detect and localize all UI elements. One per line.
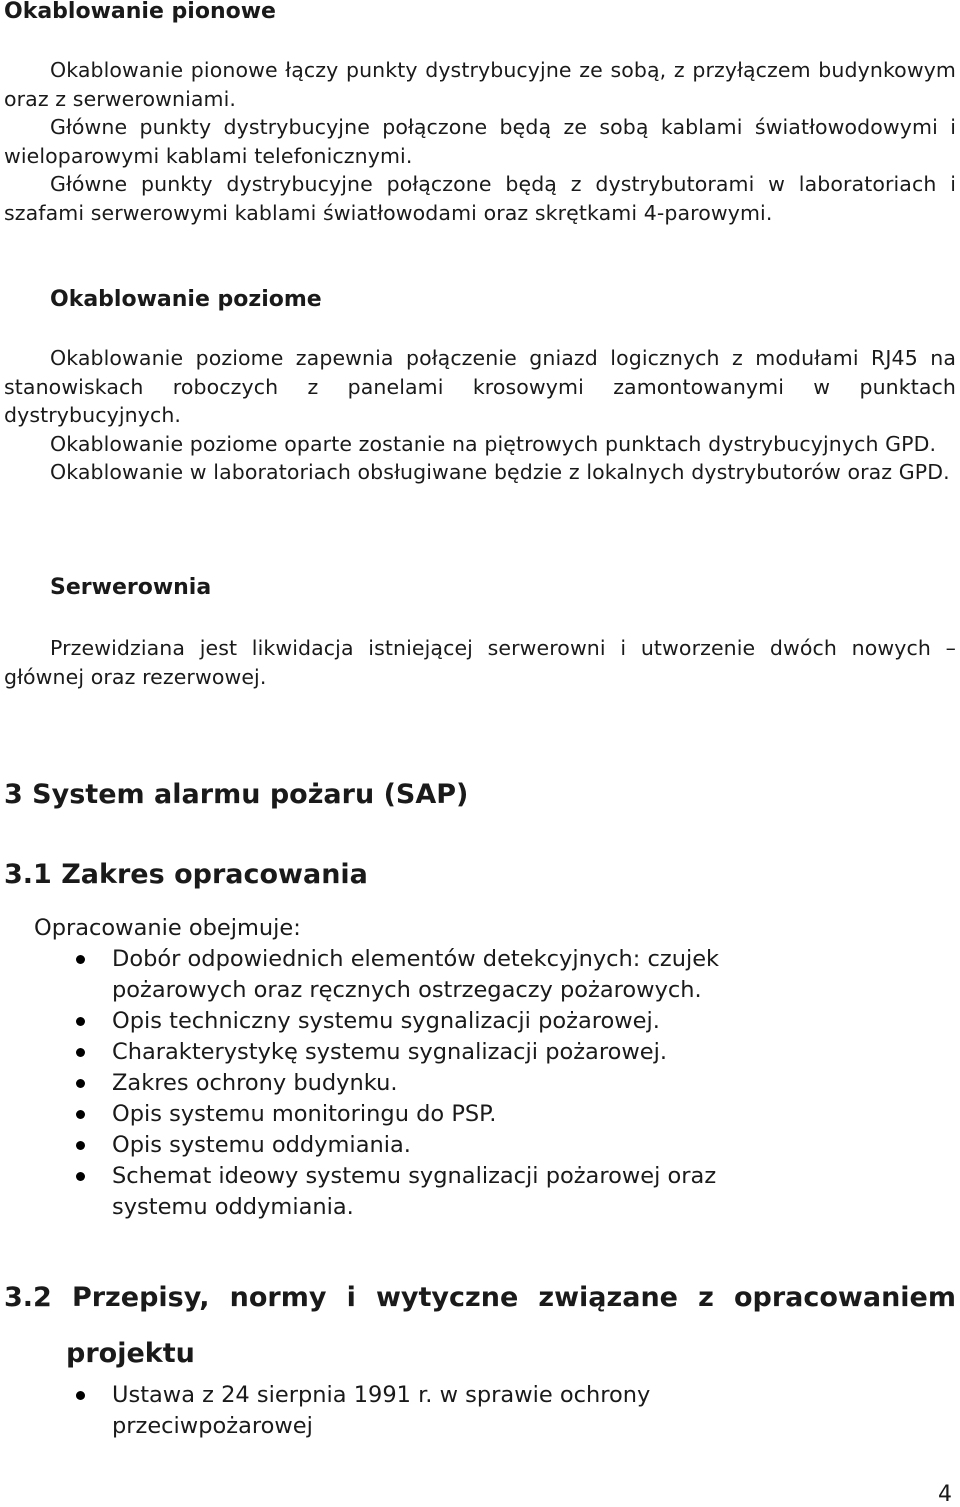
bullet-icon [76, 1110, 85, 1119]
section-heading-przepisy: 3.2 Przepisy, normy i wytyczne związane z opracowaniem projektu [4, 1282, 956, 1369]
section-body-poziome [4, 344, 956, 487]
paragraph: Okablowanie pionowe łączy punkty dystrybucyjne ze sobą, z przyłączem budynkowym oraz z serwerowniami. [4, 58, 956, 111]
przepisy-list [0, 1380, 960, 1442]
list-item: Opis techniczny systemu sygnalizacji pożarowej. [0, 1006, 960, 1037]
paragraph: Okablowanie poziome oparte zostanie na piętrowych punktach dystrybucyjnych GPD. [50, 431, 937, 456]
paragraph: Główne punkty dystrybucyjne połączone będą z dystrybutorami w laboratoriach i szafami serwerowymi kablami światłowodami oraz skrętkami 4-parowymi. [4, 172, 956, 225]
list-item: Ustawa z 24 sierpnia 1991 r. w sprawie ochrony przeciwpożarowej [0, 1380, 960, 1442]
bullet-icon [76, 1141, 85, 1150]
zakres-intro: Opracowanie obejmuje: [34, 915, 301, 941]
zakres-list [0, 944, 960, 1223]
bullet-icon [76, 1172, 85, 1181]
list-item: Charakterystykę systemu sygnalizacji pożarowej. [0, 1037, 960, 1068]
bullet-icon [76, 955, 85, 964]
bullet-icon [76, 1048, 85, 1057]
list-item: Zakres ochrony budynku. [0, 1068, 960, 1099]
paragraph: Okablowanie w laboratoriach obsługiwane będzie z lokalnych dystrybutorów oraz GPD. [50, 460, 950, 484]
section-title-poziome: Okablowanie poziome [50, 287, 322, 312]
list-item: Schemat ideowy systemu sygnalizacji pożarowej oraz systemu oddymiania. [0, 1161, 960, 1223]
paragraph: Okablowanie poziome zapewnia połączenie gniazd logicznych z modułami RJ45 na stanowiskach roboczych z panelami krosowymi zamontowanymi w punktach dystrybucyjnych. [4, 346, 956, 427]
page-number: 4 [938, 1482, 952, 1507]
section-title-serwerownia: Serwerownia [50, 575, 212, 600]
chapter-heading-sap: 3 System alarmu pożaru (SAP) [4, 779, 469, 810]
bullet-icon [76, 1391, 85, 1400]
section-heading-zakres: 3.1 Zakres opracowania [4, 859, 368, 890]
section-title-pionowe: Okablowanie pionowe [4, 0, 276, 24]
list-item: Dobór odpowiednich elementów detekcyjnych: czujek pożarowych oraz ręcznych ostrzegaczy pożarowych. [0, 944, 960, 1006]
bullet-icon [76, 1017, 85, 1026]
list-item: Opis systemu monitoringu do PSP. [0, 1099, 960, 1130]
paragraph: Główne punkty dystrybucyjne połączone będą ze sobą kablami światłowodowymi i wieloparowymi kablami telefonicznymi. [4, 115, 956, 168]
bullet-icon [76, 1079, 85, 1088]
section-body-pionowe [4, 56, 956, 227]
paragraph: Przewidziana jest likwidacja istniejącej serwerowni i utworzenie dwóch nowych – głównej oraz rezerwowej. [4, 636, 956, 689]
list-item: Opis systemu oddymiania. [0, 1130, 960, 1161]
